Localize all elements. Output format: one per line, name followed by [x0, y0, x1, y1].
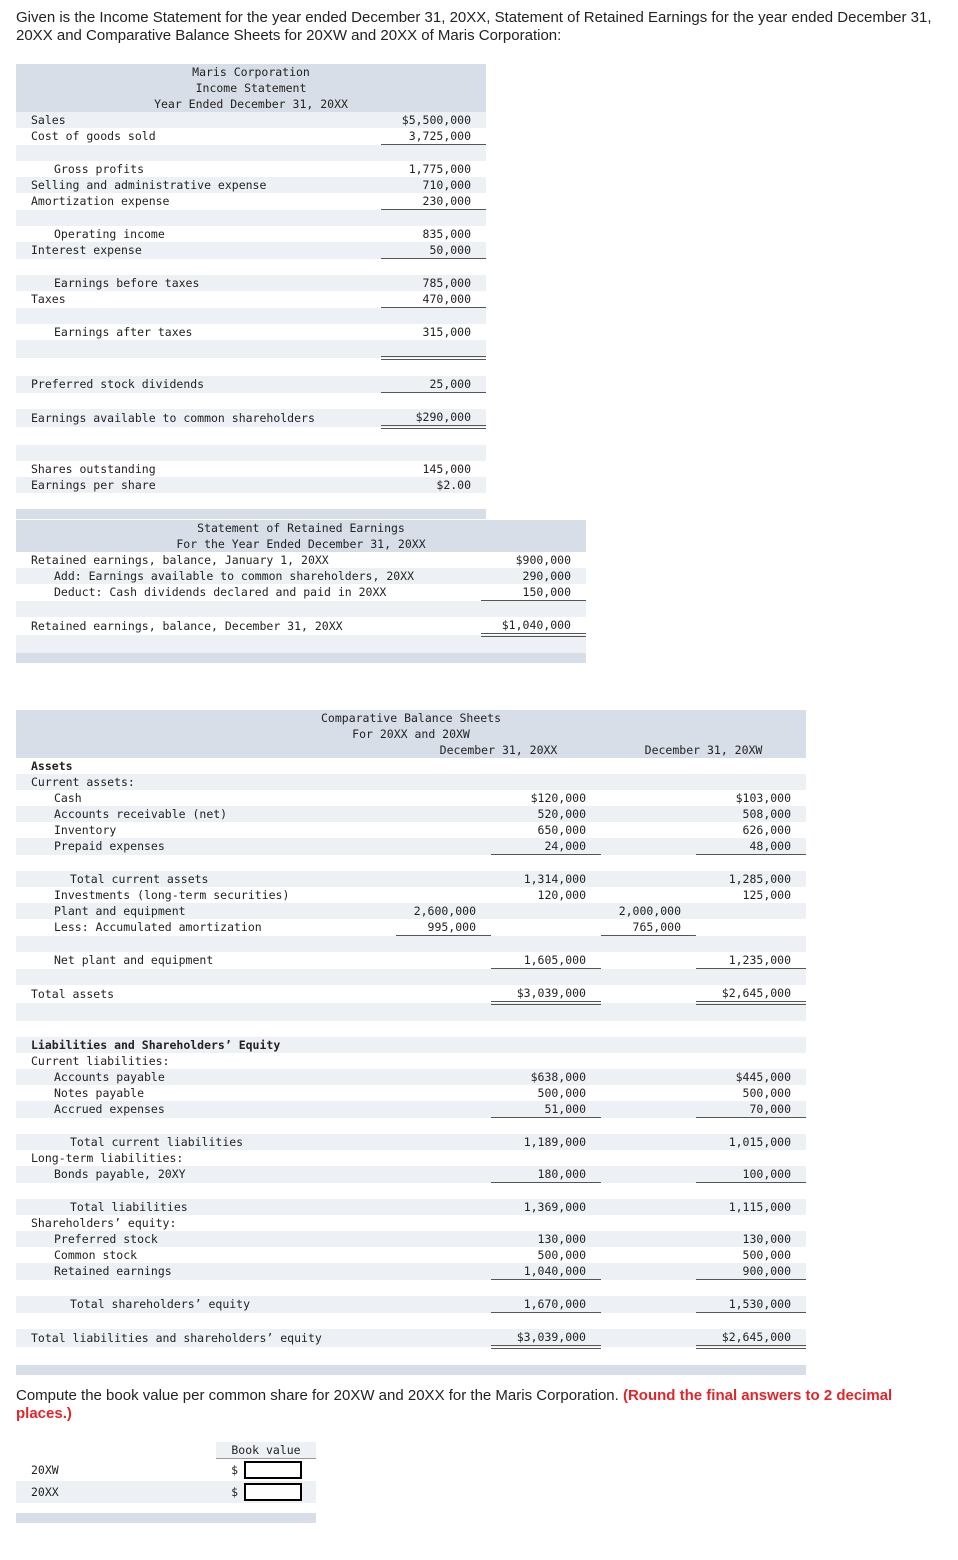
is-period: Year Ended December 31, 20XX: [16, 96, 486, 112]
bs-ar-xw: 508,000: [696, 806, 806, 822]
bs-plant-xx: 2,600,000: [396, 903, 491, 919]
bs-common-label: Common stock: [54, 1248, 138, 1262]
re-add-value: 290,000: [481, 568, 586, 584]
bv-xx-currency: $: [216, 1481, 240, 1503]
bs-netplant-label: Net plant and equipment: [54, 953, 214, 968]
is-eat-label: Earnings after taxes: [54, 325, 193, 339]
bs-retained-xx: 1,040,000: [491, 1263, 601, 1280]
bs-pref-xx: 130,000: [491, 1231, 601, 1247]
bs-netplant-xx: 1,605,000: [491, 952, 601, 969]
bs-tca-label: Total current assets: [16, 871, 396, 887]
bs-ta-label: Total assets: [31, 987, 115, 1001]
is-sales-label: Sales: [16, 112, 381, 128]
bs-plant-label: Plant and equipment: [16, 903, 396, 919]
bs-invest-label: Investments (long-term securities): [54, 888, 290, 902]
bs-plant-xw: 2,000,000: [601, 903, 696, 919]
is-prefdiv-value: 25,000: [381, 376, 486, 393]
bs-tcl-xx: 1,189,000: [491, 1134, 601, 1150]
is-interest-label: Interest expense: [16, 242, 381, 259]
bs-bonds-label: Bonds payable, 20XY: [16, 1166, 396, 1183]
re-add-label: Add: Earnings available to common shareholders, 20XX: [16, 568, 481, 584]
re-end-label: Retained earnings, balance, December 31, 20XX: [31, 619, 343, 633]
book-value-20xw-input[interactable]: [244, 1461, 302, 1479]
bs-notes-xw: 500,000: [742, 1086, 792, 1100]
bs-equity-heading: Shareholders’ equity:: [31, 1216, 177, 1230]
bs-invest-xx: 120,000: [537, 888, 586, 902]
bs-tle-xw: $2,645,000: [696, 1329, 806, 1347]
bs-tca-xw: 1,285,000: [696, 871, 806, 887]
is-ebt-value: 785,000: [381, 275, 486, 291]
is-cogs-value: 3,725,000: [381, 128, 486, 145]
re-deduct-label: Deduct: Cash dividends declared and paid in 20XX: [54, 585, 387, 600]
is-opinc-label: Operating income: [54, 227, 165, 241]
bs-te-label: Total shareholders’ equity: [16, 1296, 396, 1313]
bs-ar-label: Accounts receivable (net): [16, 806, 396, 822]
bs-prepaid-xw: 48,000: [696, 838, 806, 855]
bs-col-xx: December 31, 20XX: [396, 742, 601, 758]
bv-header: Book value: [216, 1442, 316, 1459]
bs-inv-label: Inventory: [54, 823, 117, 837]
is-opinc-value: 835,000: [422, 227, 472, 241]
is-eps-label: Earnings per share: [16, 477, 381, 493]
is-sga-label: Selling and administrative expense: [16, 177, 381, 193]
book-value-table: [16, 1442, 316, 1523]
is-avail-value: $290,000: [381, 409, 486, 427]
bs-prepaid-xx: 24,000: [491, 838, 601, 855]
bs-notes-xx: 500,000: [537, 1086, 586, 1100]
balance-sheet: [16, 710, 806, 1375]
is-gross-value: 1,775,000: [408, 162, 472, 176]
bs-te-xw: 1,530,000: [696, 1296, 806, 1313]
bs-subtitle: For 20XX and 20XW: [16, 726, 806, 742]
is-gross-label: Gross profits: [54, 162, 145, 176]
bs-col-xw: December 31, 20XW: [601, 742, 806, 758]
bs-inv-xw: 626,000: [742, 823, 792, 837]
bs-current-liab-heading: Current liabilities:: [31, 1054, 170, 1068]
book-value-20xx-input[interactable]: [244, 1483, 302, 1501]
bv-xx-label: 20XX: [16, 1481, 216, 1503]
bs-notes-label: Notes payable: [54, 1086, 145, 1100]
bs-accum-xx: 995,000: [396, 919, 491, 936]
is-amort-label: Amortization expense: [31, 194, 170, 209]
is-interest-value: 50,000: [381, 242, 486, 259]
is-shares-label: Shares outstanding: [31, 462, 156, 476]
re-end-value: $1,040,000: [501, 618, 571, 632]
bs-retained-label: Retained earnings: [16, 1263, 396, 1280]
is-ebt-label: Earnings before taxes: [16, 275, 381, 291]
question-prompt: Compute the book value per common share for 20XW and 20XX for the Maris Corporation.: [16, 1387, 623, 1404]
intro-text: Given is the Income Statement for the year ended December 31, 20XX, Statement of Retained Earnings for the year ended December 31, 20XX and Comparative Balance Sheets for 20XW and 20XX of Maris Corporation:: [16, 9, 932, 44]
re-title: Statement of Retained Earnings: [16, 520, 586, 536]
bs-ap-xw: $445,000: [696, 1069, 806, 1085]
bs-bonds-xx: 180,000: [491, 1166, 601, 1183]
bs-cash-xw: $103,000: [735, 791, 792, 805]
bs-tcl-xw: 1,015,000: [696, 1134, 806, 1150]
bv-xw-label: 20XW: [31, 1462, 59, 1477]
is-company: Maris Corporation: [16, 64, 486, 80]
bs-te-xx: 1,670,000: [491, 1296, 601, 1313]
is-avail-label: Earnings available to common shareholders: [16, 409, 381, 427]
is-sales-value: $5,500,000: [381, 112, 486, 128]
bs-tle-label: Total liabilities and shareholders’ equity: [16, 1329, 396, 1347]
bs-tl-xx: 1,369,000: [491, 1199, 601, 1215]
bv-xw-currency: $: [231, 1462, 238, 1477]
is-eat-value: 315,000: [422, 325, 472, 339]
bs-accum-xw: 765,000: [601, 919, 696, 936]
bs-ap-xx: $638,000: [491, 1069, 601, 1085]
bs-ap-label: Accounts payable: [16, 1069, 396, 1085]
question-instruction: (Round the final answers to 2 decimal places.): [16, 1387, 893, 1422]
bs-tca-xx: 1,314,000: [491, 871, 601, 887]
bs-lt-liab-heading: Long-term liabilities:: [31, 1151, 184, 1165]
bs-title: Comparative Balance Sheets: [16, 710, 806, 726]
re-deduct-value: 150,000: [481, 584, 586, 601]
bs-liab-heading: Liabilities and Shareholders’ Equity: [16, 1037, 396, 1053]
bs-assets-heading: Assets: [31, 759, 73, 773]
income-statement: [16, 64, 486, 519]
bs-retained-xw: 900,000: [696, 1263, 806, 1280]
bs-current-assets-heading: Current assets:: [16, 774, 396, 790]
bs-invest-xw: 125,000: [742, 888, 792, 902]
is-prefdiv-label: Preferred stock dividends: [16, 376, 381, 393]
bs-common-xx: 500,000: [537, 1248, 586, 1262]
bs-bonds-xw: 100,000: [696, 1166, 806, 1183]
bs-common-xw: 500,000: [742, 1248, 792, 1262]
bs-pref-label: Preferred stock: [16, 1231, 396, 1247]
bs-ta-xw: $2,645,000: [721, 986, 792, 1000]
bs-accrued-label: Accrued expenses: [16, 1101, 396, 1118]
bs-tle-xx: $3,039,000: [491, 1329, 601, 1347]
is-sga-value: 710,000: [381, 177, 486, 193]
re-begin-value: $900,000: [515, 553, 571, 567]
bs-prepaid-label: Prepaid expenses: [16, 838, 396, 855]
retained-earnings-statement: [16, 520, 586, 663]
is-taxes-value: 470,000: [381, 291, 486, 308]
bs-tl-xw: 1,115,000: [696, 1199, 806, 1215]
is-shares-value: 145,000: [422, 462, 472, 476]
question-text: [16, 1387, 951, 1423]
bs-ar-xx: 520,000: [491, 806, 601, 822]
bs-cash-label: Cash: [54, 791, 82, 805]
bs-ta-xx: $3,039,000: [516, 986, 586, 1000]
bs-tl-label: Total liabilities: [16, 1199, 396, 1215]
re-begin-label: Retained earnings, balance, January 1, 20XX: [31, 553, 329, 567]
is-taxes-label: Taxes: [31, 292, 66, 307]
bs-netplant-xw: 1,235,000: [696, 952, 806, 969]
is-amort-value: 230,000: [381, 193, 486, 210]
bs-tcl-label: Total current liabilities: [16, 1134, 396, 1150]
bs-inv-xx: 650,000: [537, 823, 586, 837]
is-eps-value: $2.00: [381, 477, 486, 493]
re-period: For the Year Ended December 31, 20XX: [16, 536, 586, 552]
bs-accrued-xx: 51,000: [491, 1101, 601, 1118]
is-title: Income Statement: [16, 80, 486, 96]
is-cogs-label: Cost of goods sold: [31, 129, 156, 144]
bs-cash-xx: $120,000: [530, 791, 586, 805]
bs-pref-xw: 130,000: [696, 1231, 806, 1247]
bs-accum-label: Less: Accumulated amortization: [54, 920, 262, 935]
bs-accrued-xw: 70,000: [696, 1101, 806, 1118]
